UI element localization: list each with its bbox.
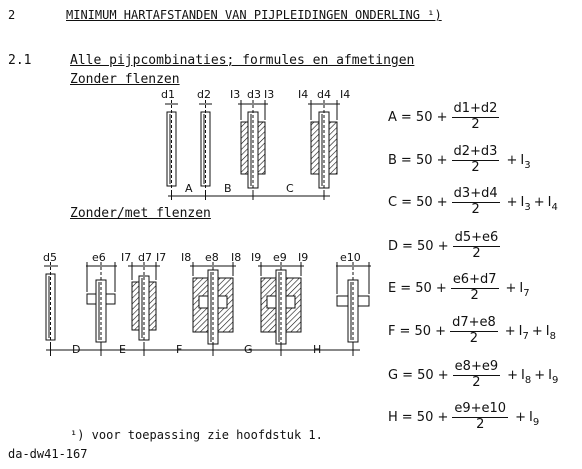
- formula-operator: +: [534, 367, 546, 383]
- pipe-d2: [201, 100, 210, 196]
- formula-term: $I_8$: [521, 367, 532, 386]
- formula-b: [388, 145, 531, 176]
- label-i9-right: I9: [298, 251, 309, 264]
- fraction-numerator: e6+d7: [452, 272, 497, 287]
- subsection-number: 2.1: [8, 53, 32, 68]
- formula-subscript: 3: [524, 201, 531, 213]
- pipe-e9: [261, 262, 301, 350]
- dim-g: G: [244, 343, 253, 356]
- formula-subscript: 4: [551, 201, 558, 213]
- pipe-d7: [132, 262, 156, 350]
- formula-base: = 50 +: [400, 280, 447, 296]
- formula-operator: +: [515, 409, 526, 425]
- label-e6: e6: [92, 251, 106, 264]
- pipe-d5: [46, 262, 55, 350]
- formula-term: $I_9$: [548, 367, 559, 386]
- label-i4-right: I4: [340, 88, 351, 101]
- label-i9-left: I9: [251, 251, 262, 264]
- formula-term: $I_8$: [545, 323, 557, 342]
- label-d3: d3: [247, 88, 261, 101]
- label-d5: d5: [43, 251, 57, 264]
- fraction-denominator: 2: [469, 330, 479, 346]
- formula-fraction: [450, 316, 498, 347]
- formula-e: [388, 273, 530, 304]
- formula-fraction: [452, 102, 500, 133]
- formula-lhs: A: [388, 109, 397, 125]
- dim-h: H: [313, 343, 322, 356]
- formula-operator: +: [505, 280, 517, 296]
- formula-subscript: 8: [524, 374, 532, 386]
- section-title: MINIMUM HARTAFSTANDEN VAN PIJPLEIDINGEN ONDERLING ¹): [66, 8, 442, 22]
- formula-subscript: 9: [532, 416, 540, 428]
- dim-b: B: [224, 182, 232, 195]
- fraction-numerator: d3+d4: [453, 186, 498, 201]
- label-i8-left: I8: [181, 251, 192, 264]
- formula-subscript: 9: [551, 374, 559, 386]
- pipe-e6: [87, 262, 115, 350]
- dim-a: A: [185, 182, 193, 195]
- label-e9: e9: [273, 251, 287, 264]
- label-i4-left: I4: [298, 88, 309, 101]
- label-d7: d7: [138, 251, 152, 264]
- formula-base: = 50 +: [400, 152, 448, 168]
- label-d4: d4: [317, 88, 331, 101]
- label-d1: d1: [161, 88, 175, 101]
- formula-lhs: D: [388, 238, 399, 254]
- formula-base: = 50 +: [401, 194, 448, 210]
- footnote: ¹) voor toepassing zie hoofdstuk 1.: [70, 428, 323, 442]
- fraction-numerator: e9+e10: [454, 401, 507, 416]
- formula-subscript: 7: [522, 330, 529, 342]
- label-d2: d2: [197, 88, 211, 101]
- formula-subscript: 3: [524, 159, 531, 171]
- formula-base: = 50 +: [402, 367, 449, 383]
- fraction-numerator: d7+e8: [452, 315, 496, 330]
- label-i3-left: I3: [230, 88, 241, 101]
- formula-base: = 50 +: [400, 109, 448, 125]
- subsection-title: Alle pijpcombinaties; formules en afmetingen: [70, 53, 415, 68]
- formula-fraction: [452, 145, 500, 176]
- fraction-denominator: 2: [470, 287, 479, 303]
- formula-term: $I_9$: [528, 409, 540, 428]
- dim-d: D: [72, 343, 81, 356]
- formula-operator: +: [504, 323, 516, 339]
- formula-subscript: 7: [523, 287, 530, 299]
- dim-f: F: [176, 343, 183, 356]
- formula-g: [388, 360, 558, 391]
- formula-lhs: C: [388, 194, 398, 210]
- formula-operator: +: [506, 152, 518, 168]
- formula-fraction: [452, 402, 508, 433]
- fraction-denominator: 2: [471, 201, 480, 217]
- formula-term: $I_7$: [519, 280, 530, 299]
- formula-base: = 50 +: [399, 323, 447, 339]
- group2-title: Zonder/met flenzen: [70, 206, 211, 221]
- fraction-numerator: e8+e9: [454, 359, 499, 374]
- formula-lhs: H: [388, 409, 398, 425]
- label-i8-right: I8: [231, 251, 242, 264]
- formula-fraction: [453, 360, 500, 391]
- formula-lhs: E: [388, 280, 397, 296]
- fraction-denominator: 2: [472, 374, 481, 390]
- formula-h: [388, 402, 539, 433]
- formula-operator: +: [531, 323, 543, 339]
- formula-c: [388, 187, 558, 218]
- formula-lhs: B: [388, 152, 397, 168]
- fraction-numerator: d5+e6: [454, 230, 499, 245]
- formula-subscript: 8: [549, 330, 557, 342]
- formula-base: = 50 +: [401, 409, 449, 425]
- formula-term: $I_7$: [518, 323, 529, 342]
- pipe-e10: [337, 262, 369, 350]
- fraction-numerator: d1+d2: [453, 101, 498, 116]
- pipe-d1: [167, 100, 176, 196]
- formula-f: [388, 316, 556, 347]
- label-i7-left: I7: [121, 251, 132, 264]
- section-number: 2: [8, 8, 16, 22]
- fraction-numerator: d2+d3: [453, 144, 498, 159]
- formula-fraction: [452, 187, 500, 218]
- formula-lhs: G: [388, 367, 399, 383]
- fraction-denominator: 2: [471, 159, 480, 175]
- fraction-denominator: 2: [472, 245, 481, 261]
- label-i7-right: I7: [156, 251, 167, 264]
- label-e8: e8: [205, 251, 219, 264]
- formula-fraction: [453, 231, 501, 262]
- formula-operator: +: [506, 194, 518, 210]
- formula-operator: +: [533, 194, 545, 210]
- fraction-denominator: 2: [471, 116, 480, 132]
- fraction-denominator: 2: [476, 416, 485, 432]
- document-code: da-dw41-167: [8, 447, 88, 461]
- formula-term: $I_3$: [520, 152, 531, 171]
- pipe-d3: [241, 100, 265, 196]
- label-i3-right: I3: [264, 88, 275, 101]
- pipe-e8: [193, 262, 233, 350]
- label-e10: e10: [340, 251, 361, 264]
- group1-title: Zonder flenzen: [70, 72, 180, 87]
- formula-fraction: [451, 273, 499, 304]
- dim-c: C: [286, 182, 294, 195]
- formula-a: [388, 102, 503, 133]
- formula-term: $I_3$: [520, 194, 531, 213]
- formula-base: = 50 +: [402, 238, 449, 254]
- pipe-d4: [311, 100, 337, 196]
- formula-term: $I_4$: [547, 194, 558, 213]
- formula-operator: +: [507, 367, 519, 383]
- formula-lhs: F: [388, 323, 396, 339]
- formula-d: [388, 231, 504, 262]
- dim-e: E: [119, 343, 126, 356]
